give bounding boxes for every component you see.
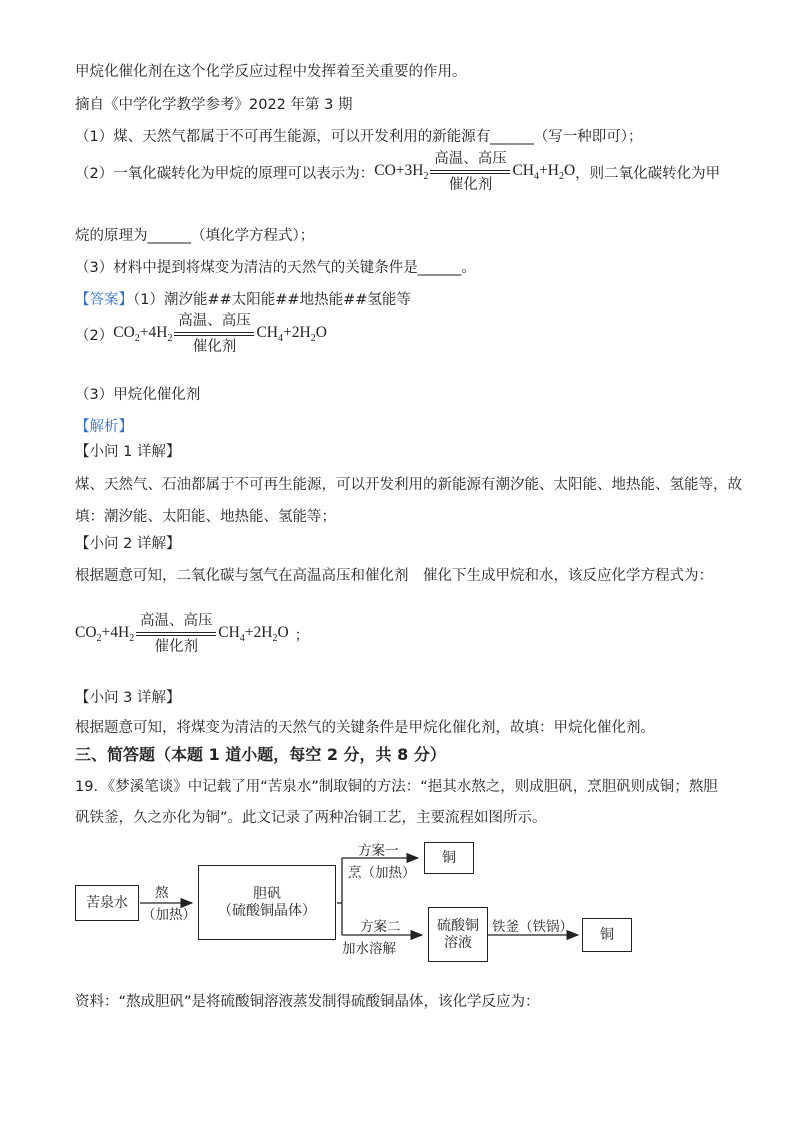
text-line: 根据题意可知，将煤变为清洁的天然气的关键条件是甲烷化催化剂，故填：甲烷化催化剂。	[75, 720, 655, 736]
question-3: （3）材料中提到将煤变为清洁的天然气的关键条件是______。	[75, 260, 476, 276]
answer-tag: 【答案】	[75, 292, 133, 308]
question-19-line: 19．《梦溪笔谈》中记载了用“苦泉水”制取铜的方法：“挹其水熬之，则成胆矾，烹胆矾则成铜；熬胆	[75, 779, 718, 795]
equation-co: $CO+3H_2$	[374, 161, 429, 183]
flow-label-heat: 熬	[155, 885, 169, 901]
flow-label-iron-pot: 铁釜（铁锅）	[492, 919, 573, 935]
material-note: 资料：“熬成胆矾”是将硫酸铜溶液蒸发制得硫酸铜晶体，该化学反应为：	[75, 994, 540, 1010]
answer-3: （3）甲烷化催化剂	[75, 387, 201, 403]
question-1: （1）煤、天然气都属于不可再生能源，可以开发利用的新能源有______（写一种即可）；	[75, 129, 643, 145]
flow-label-plan2: 方案二	[360, 919, 401, 935]
question-19-line: 矾铁釜，久之亦化为铜”。此文记录了两种冶铜工艺，主要流程如图所示。	[75, 810, 547, 826]
flow-label-plan2-condition: 加水溶解	[342, 941, 396, 957]
question-2-prefix: （2）一氧化碳转化为甲烷的原理可以表示为：	[75, 165, 375, 182]
reaction-condition: 高温、高压 催化剂	[174, 312, 254, 356]
flow-label-plan1: 方案一	[358, 843, 399, 859]
section-title: 三、简答题（本题 1 道小题，每空 2 分，共 8 分）	[75, 745, 446, 764]
subquestion-3-heading: 【小问 3 详解】	[75, 690, 181, 706]
text-line: 煤、天然气、石油都属于不可再生能源，可以开发利用的新能源有潮汐能、太阳能、地热能、氢能等，故	[75, 477, 742, 493]
question-2-suffix: ，则二氧化碳转化为甲	[575, 165, 721, 182]
reaction-condition: 高温、高压 催化剂	[430, 150, 510, 194]
flow-box-copper1: 铜	[424, 842, 474, 874]
text-line: 根据题意可知，二氧化碳与氢气在高温高压和催化剂 催化下生成甲烷和水，该反应化学方程式为：	[75, 568, 713, 584]
flow-box-cuso4: 硫酸铜 溶液	[428, 907, 488, 962]
reaction-condition: 高温、高压 催化剂	[136, 612, 216, 656]
equation-co2: $CO_2+4H_2$	[113, 323, 173, 345]
analysis-equation: $CO_2+4H_2$ 高温、高压 催化剂 $CH_4+2H_2O$ ；	[75, 613, 310, 655]
flow-box-kuquan: 苦泉水	[75, 885, 139, 921]
analysis-tag: 【解析】	[75, 419, 133, 435]
subquestion-1-heading: 【小问 1 详解】	[75, 444, 181, 460]
text-line: 填：潮汐能、太阳能、地热能、氢能等；	[75, 509, 336, 525]
subquestion-2-heading: 【小问 2 详解】	[75, 536, 181, 552]
answer-1: 【答案】（1）潮汐能##太阳能##地热能##氢能等	[75, 292, 411, 308]
flow-box-copper2: 铜	[582, 918, 632, 952]
text-line: 摘自《中学化学教学参考》2022 年第 3 期	[75, 97, 353, 113]
question-2-line: （2）一氧化碳转化为甲烷的原理可以表示为： $CO+3H_2$ 高温、高压 催化剂 $CH_4+H_2O$ ，则二氧化碳转化为甲	[75, 151, 721, 193]
flow-label-plan1-condition: 烹（加热）	[348, 865, 416, 881]
flow-box-danfan: 胆矾 （硫酸铜晶体）	[198, 865, 336, 940]
flow-label-heat-note: （加热）	[142, 907, 196, 923]
text-line: 烷的原理为______（填化学方程式）；	[75, 228, 315, 244]
text-line: 甲烷化催化剂在这个化学反应过程中发挥着至关重要的作用。	[75, 64, 467, 80]
answer-2: （2） $CO_2+4H_2$ 高温、高压 催化剂 $CH_4+2H_2O$	[75, 313, 327, 355]
